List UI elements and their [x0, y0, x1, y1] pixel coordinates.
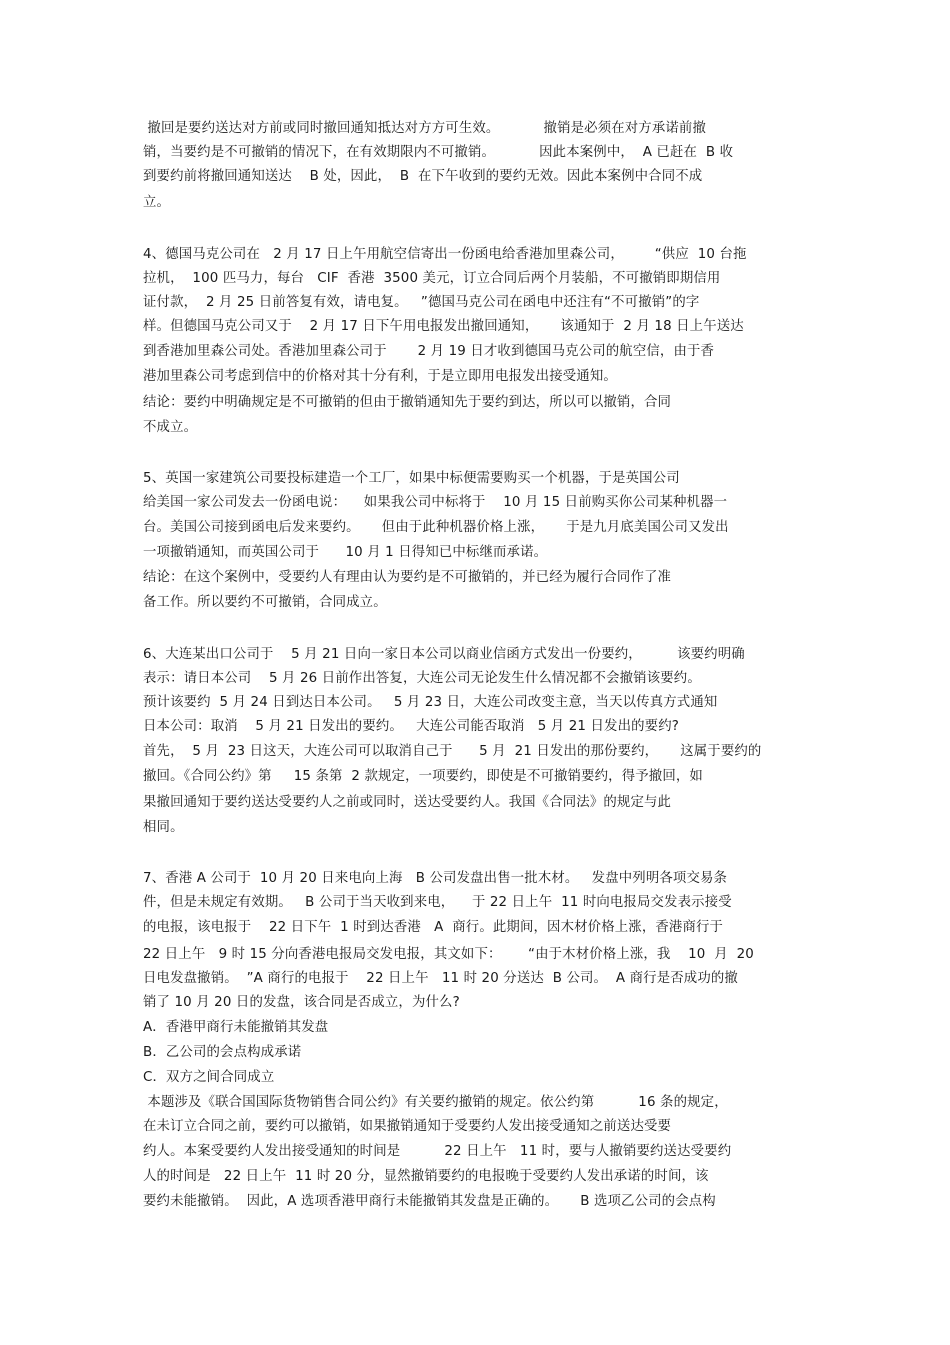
text-line: 销了 10 月 20 日的发盘，该合同是否成立，为什么? — [143, 995, 460, 1010]
text-line: 港加里森公司考虑到信中的价格对其十分有利，于是立即用电报发出接受通知。 — [143, 369, 617, 384]
text-line: 撤回。《合同公约》第 15 条第 2 款规定，一项要约，即使是不可撤销要约，得予撤回，如 — [143, 769, 703, 784]
text-line: 一项撤销通知，而英国公司于 10 月 1 日得知已中标继而承诺。 — [143, 545, 548, 560]
text-line: 证付款， 2 月 25 日前答复有效，请电复。 ”德国马克公司在函电中还注有“不可撤销”的字 — [143, 295, 700, 310]
text-line: 件，但是未规定有效期。 B 公司于当天收到来电， 于 22 日上午 11 时向电报局交发表示接受 — [143, 895, 732, 910]
text-line: 拉机， 100 匹马力，每台 CIF 香港 3500 美元，订立合同后两个月装船，不可撤销即期信用 — [143, 271, 721, 286]
text-line: 台。美国公司接到函电后发来要约。 但由于此种机器价格上涨， 于是九月底美国公司又发出 — [143, 520, 729, 535]
text-line: 要约未能撤销。 因此，A 选项香港甲商行未能撤销其发盘是正确的。 B 选项乙公司的会点构 — [143, 1194, 716, 1209]
text-line: 立。 — [143, 195, 171, 210]
text-line: 本题涉及《联合国国际货物销售合同公约》有关要约撤销的规定。依公约第 16 条的规定， — [143, 1095, 728, 1110]
text-line: 7、香港 A 公司于 10 月 20 日来电向上海 B 公司发盘出售一批木材。 发盘中列明各项交易条 — [143, 871, 728, 886]
text-line: 表示：请日本公司 5 月 26 日前作出答复，大连公司无论发生什么情况都不会撤销该要约。 — [143, 671, 701, 686]
text-line: 22 日上午 9 时 15 分向香港电报局交发电报，其文如下： “由于木材价格上涨，我 10 月 20 — [143, 947, 754, 962]
text-line: 5、英国一家建筑公司要投标建造一个工厂，如果中标便需要购买一个机器，于是英国公司 — [143, 471, 680, 486]
text-line: 到要约前将撤回通知送达 B 处，因此， B 在下午收到的要约无效。因此本案例中合同不成 — [143, 169, 703, 184]
text-line: 备工作。所以要约不可撤销，合同成立。 — [143, 595, 387, 610]
text-line: 给美国一家公司发去一份函电说： 如果我公司中标将于 10 月 15 日前购买你公司某种机器一 — [143, 495, 728, 510]
text-line: 撤回是要约送达对方前或同时撤回通知抵达对方方可生效。 撤销是必须在对方承诺前撤 — [143, 121, 707, 136]
text-line: 结论：在这个案例中，受要约人有理由认为要约是不可撤销的，并已经为履行合同作了准 — [143, 570, 672, 585]
text-line: 6、大连某出口公司于 5 月 21 日向一家日本公司以商业信函方式发出一份要约， 该要约明确 — [143, 647, 745, 662]
text-line: 不成立。 — [143, 420, 198, 435]
option-b: B．乙公司的会点构成承诺 — [143, 1045, 302, 1060]
text-line: 销，当要约是不可撤销的情况下，在有效期限内不可撤销。 因此本案例中， A 已赶在 B 收 — [143, 145, 734, 160]
text-line: 样。但德国马克公司又于 2 月 17 日下午用电报发出撤回通知， 该通知于 2 月 18 日上午送达 — [143, 319, 744, 334]
text-line: 首先， 5 月 23 日这天，大连公司可以取消自己于 5 月 21 日发出的那份要约， 这属于要约的 — [143, 744, 762, 759]
text-line: 人的时间是 22 日上午 11 时 20 分，显然撤销要约的电报晚于受要约人发出承诺的时间，该 — [143, 1169, 709, 1184]
option-a: A．香港甲商行未能撤销其发盘 — [143, 1020, 329, 1035]
text-line: 4、德国马克公司在 2 月 17 日上午用航空信寄出一份函电给香港加里森公司， “供应 10 台拖 — [143, 247, 747, 262]
text-line: 相同。 — [143, 820, 184, 835]
text-line: 到香港加里森公司处。香港加里森公司于 2 月 19 日才收到德国马克公司的航空信，由于香 — [143, 344, 715, 359]
text-line: 日电发盘撤销。 ”A 商行的电报于 22 日上午 11 时 20 分送达 B 公司。 A 商行是否成功的撤 — [143, 971, 738, 986]
text-line: 结论：要约中明确规定是不可撤销的但由于撤销通知先于要约到达，所以可以撤销，合同 — [143, 395, 672, 410]
text-line: 的电报，该电报于 22 日下午 1 时到达香港 A 商行。此期间，因木材价格上涨，香港商行于 — [143, 920, 724, 935]
text-line: 预计该要约 5 月 24 日到达日本公司。 5 月 23 日，大连公司改变主意，当天以传真方式通知 — [143, 695, 718, 710]
text-line: 日本公司：取消 5 月 21 日发出的要约。 大连公司能否取消 5 月 21 日发出的要约? — [143, 719, 679, 734]
text-line: 果撤回通知于要约送达受要约人之前或同时，送达受要约人。我国《合同法》的规定与此 — [143, 795, 672, 810]
text-line: 在未订立合同之前，要约可以撤销，如果撤销通知于受要约人发出接受通知之前送达受要 — [143, 1119, 672, 1134]
option-c: C．双方之间合同成立 — [143, 1070, 275, 1085]
text-line: 约人。本案受要约人发出接受通知的时间是 22 日上午 11 时，要与人撤销要约送达受要约 — [143, 1144, 732, 1159]
